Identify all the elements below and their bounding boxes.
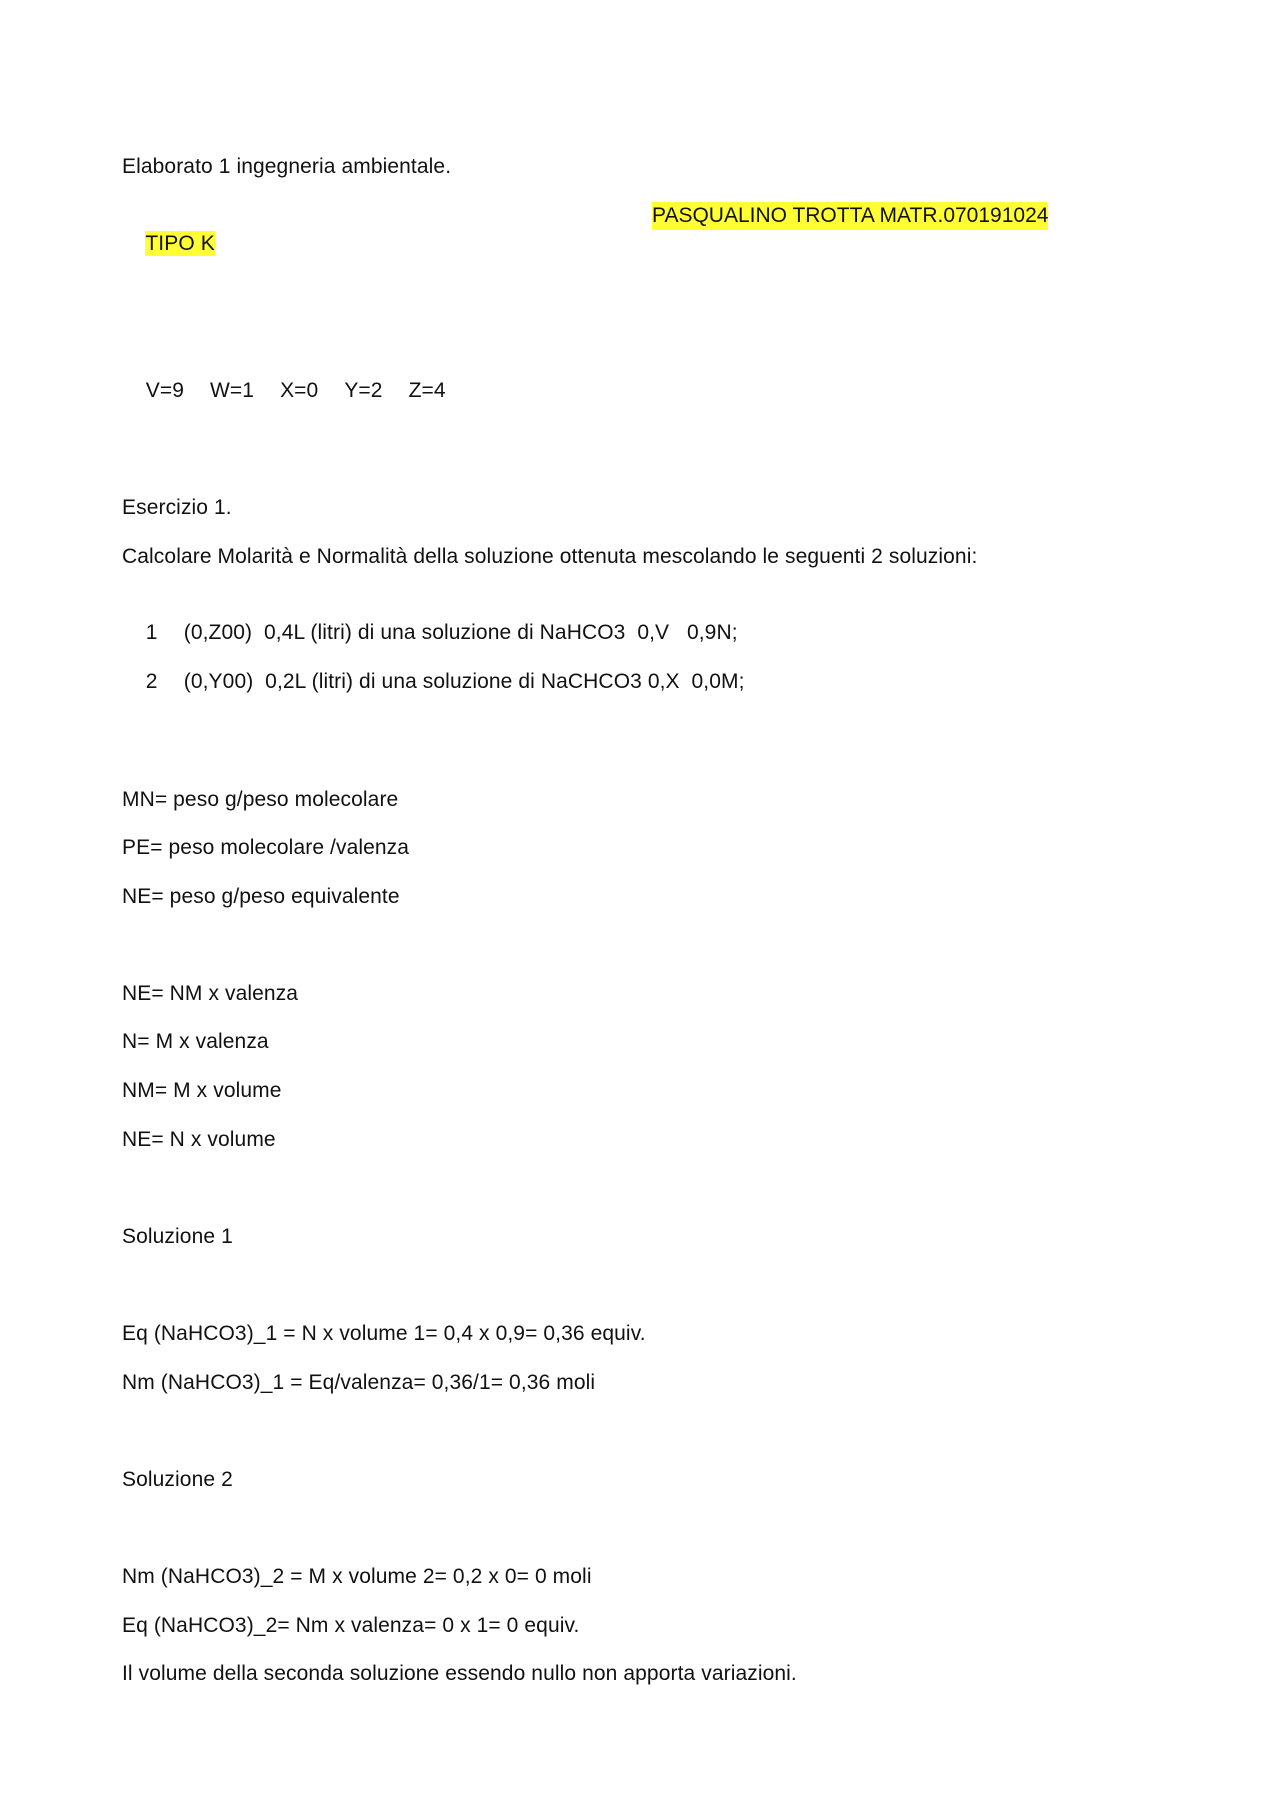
item-text: (0,Y00) 0,2L (litri) di una soluzione di NaCHCO3 0,X 0,0M; xyxy=(183,670,745,693)
solution2-title: Soluzione 2 xyxy=(122,1468,233,1491)
exercise-title: Esercizio 1. xyxy=(122,496,232,519)
solution2-line: Nm (NaHCO3)_2 = M x volume 2= 0,2 x 0= 0 moli xyxy=(122,1565,592,1588)
variable-v: V=9 xyxy=(145,379,184,402)
variable-y: Y=2 xyxy=(344,379,383,402)
formula-line: NE= N x volume xyxy=(122,1128,276,1151)
exercise-prompt: Calcolare Molarità e Normalità della soluzione ottenuta mescolando le seguenti 2 soluzioni: xyxy=(122,545,978,568)
item-number: 2 xyxy=(145,670,158,693)
variable-w: W=1 xyxy=(210,379,255,402)
solution1-title: Soluzione 1 xyxy=(122,1225,233,1248)
formula-line: NE= NM x valenza xyxy=(122,982,299,1005)
definition-line: NE= peso g/peso equivalente xyxy=(122,885,400,908)
tipo-label xyxy=(122,202,215,286)
variable-z: Z=4 xyxy=(408,379,446,402)
definition-line: PE= peso molecolare /valenza xyxy=(122,836,410,859)
solution2-line: Il volume della seconda soluzione essendo nullo non apporta variazioni. xyxy=(122,1662,797,1685)
exercise-item xyxy=(122,640,745,724)
solution1-line: Eq (NaHCO3)_1 = N x volume 1= 0,4 x 0,9= 0,36 equiv. xyxy=(122,1322,646,1345)
student-highlight: PASQUALINO TROTTA MATR.070191024 xyxy=(652,202,1048,230)
definition-line: MN= peso g/peso molecolare xyxy=(122,788,399,811)
item-text: (0,Z00) 0,4L (litri) di una soluzione di NaHCO3 0,V 0,9N; xyxy=(183,621,738,644)
formula-line: N= M x valenza xyxy=(122,1030,269,1053)
item-number: 1 xyxy=(145,621,158,644)
tipo-highlight: TIPO K xyxy=(145,232,215,255)
solution2-line: Eq (NaHCO3)_2= Nm x valenza= 0 x 1= 0 equiv. xyxy=(122,1614,580,1637)
document-title: Elaborato 1 ingegneria ambientale. xyxy=(122,155,452,178)
formula-line: NM= M x volume xyxy=(122,1079,282,1102)
variable-x: X=0 xyxy=(280,379,319,402)
variables-row xyxy=(122,349,472,433)
solution1-line: Nm (NaHCO3)_1 = Eq/valenza= 0,36/1= 0,36 moli xyxy=(122,1371,596,1394)
